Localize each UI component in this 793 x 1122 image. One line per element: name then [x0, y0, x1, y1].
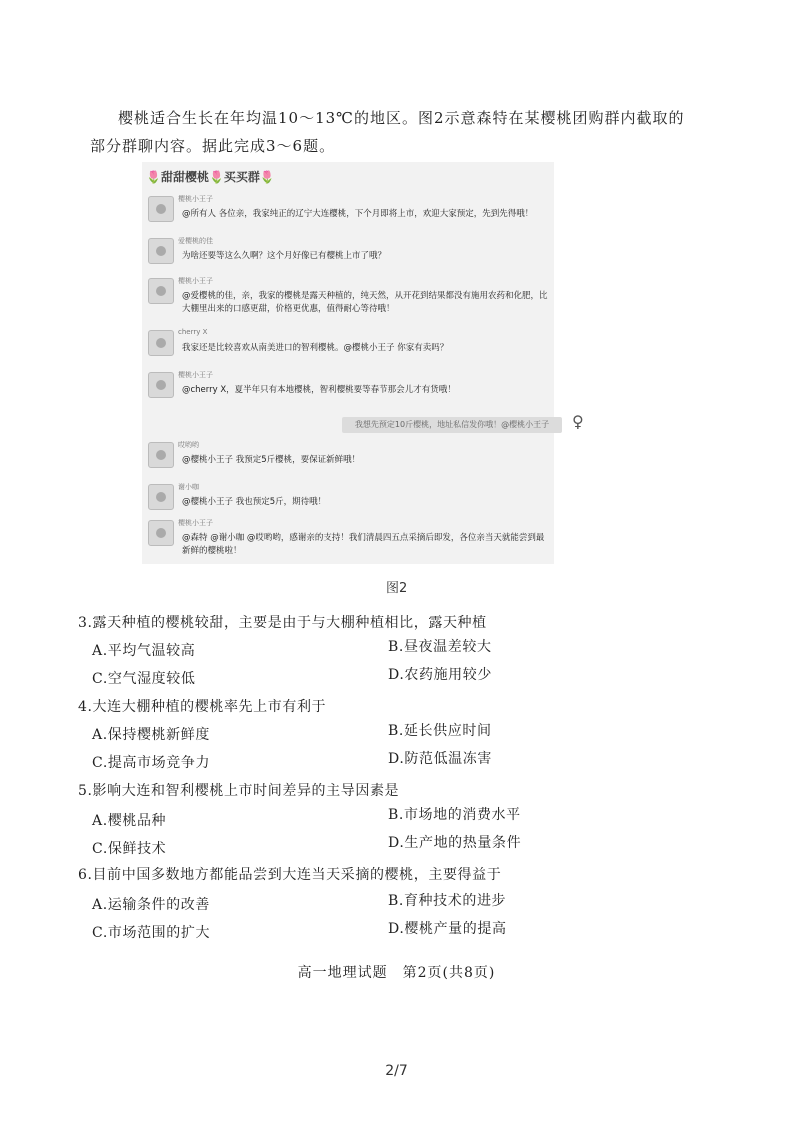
chat-sender: 爱樱桃的佳	[178, 237, 213, 245]
option-d: D.生产地的热量条件	[388, 835, 522, 851]
option-c: C.提高市场竞争力	[92, 755, 211, 771]
question-stem: 3.露天种植的樱桃较甜，主要是由于与大棚种植相比，露天种植	[78, 615, 487, 631]
avatar	[148, 238, 174, 264]
avatar	[148, 442, 174, 468]
option-b: B.昼夜温差较大	[388, 639, 492, 655]
option-c: C.保鲜技术	[92, 841, 167, 857]
avatar	[148, 520, 174, 546]
option-a: A.运输条件的改善	[92, 897, 210, 913]
chat-sender: 樱桃小王子	[178, 195, 213, 203]
question-stem: 6.目前中国多数地方都能品尝到大连当天采摘的樱桃，主要得益于	[78, 867, 502, 883]
option-d: D.樱桃产量的提高	[388, 921, 507, 937]
avatar	[148, 196, 174, 222]
chat-text: @樱桃小王子 我也预定5斤，期待哦！	[182, 497, 327, 507]
option-d: D.防范低温冻害	[388, 751, 492, 767]
chat-text: @cherry X，夏半年只有本地樱桃，智利樱桃要等春节那会儿才有货哦！	[182, 385, 456, 395]
chat-text: @樱桃小王子 我预定5斤樱桃，要保证新鲜哦！	[182, 455, 361, 465]
chat-sender: 樱桃小王子	[178, 277, 213, 285]
option-b: B.延长供应时间	[388, 723, 492, 739]
avatar	[148, 372, 174, 398]
chat-sender: 樱桃小王子	[178, 371, 213, 379]
chat-text: @森特 @谢小咖 @哎哟哟，感谢亲的支持！我们清晨四五点采摘后即发，各位亲当天就能尝到最新鲜的樱桃啦！	[182, 533, 545, 556]
question-stem: 5.影响大连和智利樱桃上市时间差异的主导因素是	[78, 783, 400, 799]
option-a: A.平均气温较高	[92, 643, 196, 659]
chat-text: @所有人 各位亲，我家纯正的辽宁大连樱桃，下个月即将上市，欢迎大家预定，先到先得哦！	[182, 209, 534, 219]
avatar	[148, 330, 174, 356]
chat-sender: 谢小咖	[178, 483, 199, 491]
option-b: B.育种技术的进步	[388, 893, 507, 909]
avatar	[148, 484, 174, 510]
chat-group-title: 🌷甜甜樱桃🌷买买群🌷	[146, 170, 275, 184]
chat-sender: 哎哟哟	[178, 441, 199, 449]
option-a: A.保持樱桃新鲜度	[92, 727, 210, 743]
page-footer: 高一地理试题 第2页(共8页)	[297, 965, 496, 981]
chat-sender: cherry X	[178, 328, 208, 336]
chat-text: 我家还是比较喜欢从南美进口的智利樱桃。@樱桃小王子 你家有卖吗？	[182, 343, 449, 353]
option-c: C.空气湿度较低	[92, 671, 196, 687]
question-stem: 4.大连大棚种植的樱桃率先上市有利于	[78, 699, 327, 715]
option-b: B.市场地的消费水平	[388, 807, 521, 823]
option-d: D.农药施用较少	[388, 667, 492, 683]
figure-caption: 图2	[386, 581, 408, 596]
page-indicator: 2/7	[385, 1063, 408, 1079]
chat-outgoing-bubble: 我想先预定10斤樱桃，地址私信发你哦！@樱桃小王子	[342, 417, 562, 433]
intro-paragraph: 樱桃适合生长在年均温10～13℃的地区。图2示意森特在某樱桃团购群内截取的部分群聊内容。据此完成3～6题。	[90, 109, 685, 155]
option-a: A.樱桃品种	[92, 813, 167, 829]
chat-text: 为啥还要等这么久啊？这个月好像已有樱桃上市了哦？	[182, 251, 387, 261]
chat-screenshot	[142, 162, 584, 564]
avatar	[148, 278, 174, 304]
girl-avatar-icon: ♀	[572, 412, 584, 431]
chat-sender: 樱桃小王子	[178, 519, 213, 527]
option-c: C.市场范围的扩大	[92, 925, 211, 941]
chat-text: @爱樱桃的佳，亲，我家的樱桃是露天种植的，纯天然，从开花到结果都没有施用农药和化肥，比大棚里出来的口感更甜，价格更优惠，值得耐心等待哦！	[182, 291, 548, 314]
